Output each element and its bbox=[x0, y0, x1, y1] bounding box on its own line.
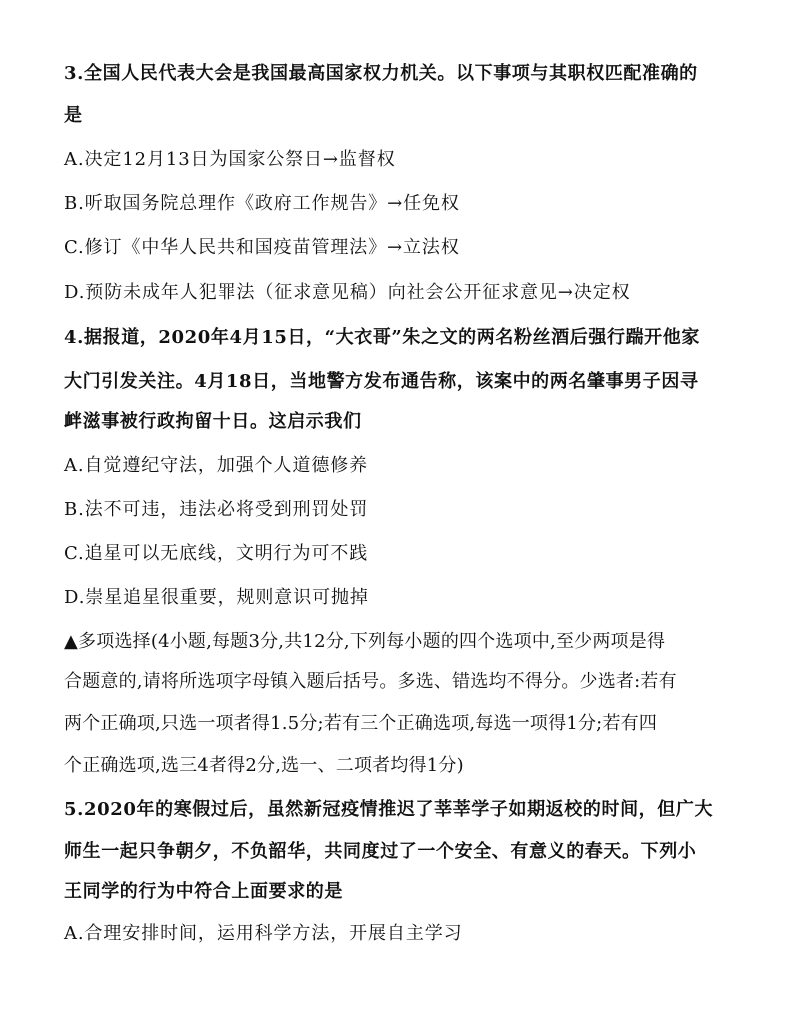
question-4-option-c: C.追星可以无底线，文明行为可不践 bbox=[64, 543, 369, 564]
section-note-line-3: 两个正确项,只选一项者得1.5分;若有三个正确选项,每选一项得1分;若有四 bbox=[64, 713, 658, 734]
question-3-option-b: B.听取国务院总理作《政府工作规告》→任免权 bbox=[64, 193, 460, 214]
section-note-line-2: 合题意的,请将所选项字母镇入题后括号。多选、错选均不得分。少选者:若有 bbox=[64, 671, 677, 692]
question-5-option-a: A.合理安排时间，运用科学方法，开展自主学习 bbox=[64, 923, 463, 944]
question-3-option-d: D.预防未成年人犯罪法（征求意见稿）向社会公开征求意见→决定权 bbox=[64, 282, 631, 303]
section-note-line-4: 个正确选项,选三4者得2分,选一、二项者均得1分) bbox=[64, 755, 464, 776]
question-5-stem-line-3: 王同学的行为中符合上面要求的是 bbox=[64, 881, 343, 902]
question-4-option-d: D.崇星追星很重要，规则意识可抛掉 bbox=[64, 587, 369, 608]
question-4-stem-line-2: 大门引发关注。4月18日，当地警方发布通告称，该案中的两名肇事男子因寻 bbox=[64, 371, 699, 392]
question-3-stem-line-1: 3.全国人民代表大会是我国最高国家权力机关。以下事项与其职权匹配准确的 bbox=[64, 63, 698, 84]
question-3-option-a: A.决定12月13日为国家公祭日→监督权 bbox=[64, 149, 396, 170]
question-5-stem-line-1: 5.2020年的寒假过后，虽然新冠疫情推迟了莘莘学子如期返校的时间，但广大 bbox=[64, 799, 714, 820]
question-4-stem-line-3: 衅滋事被行政拘留十日。这启示我们 bbox=[64, 411, 362, 432]
question-5-stem-line-2: 师生一起只争朝夕，不负韶华，共同度过了一个安全、有意义的春天。下列小 bbox=[64, 841, 697, 862]
question-4-stem-line-1: 4.据报道，2020年4月15日，“大衣哥”朱之文的两名粉丝酒后强行踹开他家 bbox=[64, 327, 700, 348]
question-3-option-c: C.修订《中华人民共和国疫苗管理法》→立法权 bbox=[64, 237, 460, 258]
section-note-line-1: ▲多项选择(4小题,每题3分,共12分,下列每小题的四个选项中,至少两项是得 bbox=[64, 631, 666, 652]
question-4-option-a: A.自觉遵纪守法，加强个人道德修养 bbox=[64, 455, 369, 476]
question-3-stem-line-2: 是 bbox=[64, 105, 83, 126]
question-4-option-b: B.法不可违，违法必将受到刑罚处罚 bbox=[64, 499, 369, 520]
